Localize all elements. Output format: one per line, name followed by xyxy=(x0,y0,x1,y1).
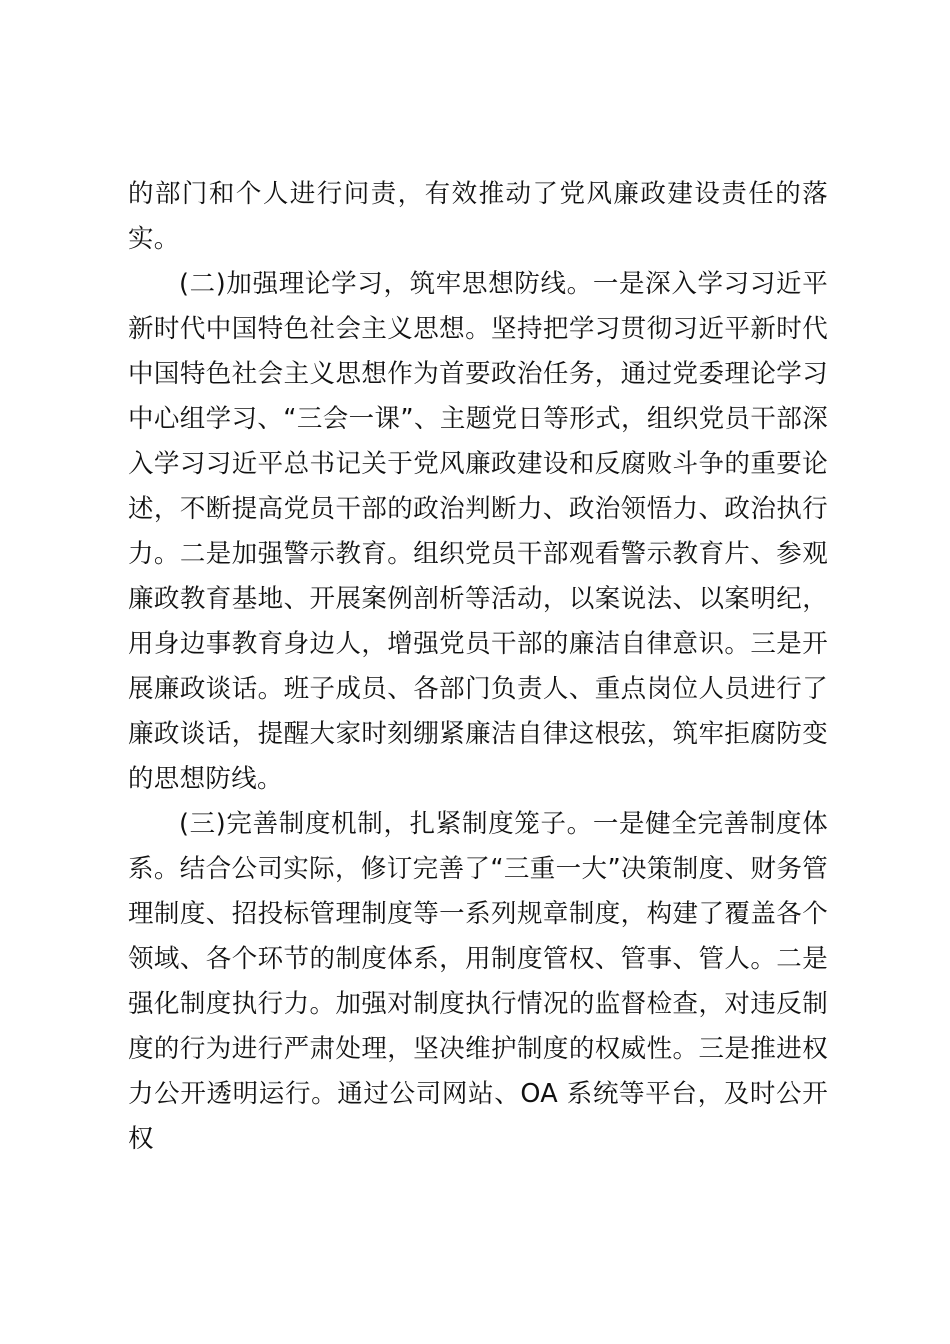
paragraph-system-mechanism: (三)完善制度机制，扎紧制度笼子。一是健全完善制度体系。结合公司实际，修订完善了“三重一大”决策制度、财务管理制度、招投标管理制度等一系列规章制度，构建了覆盖各个领域、各个环节的制度体系，用制度管权、管事、管人。二是强化制度执行力。加强对制度执行情况的监督检查，对违反制度的行为进行严肃处理，坚决维护制度的权威性。三是推进权力公开透明运行。通过公司网站、OA 系统等平台，及时公开权 xyxy=(128,809,828,1154)
document-body xyxy=(128,172,828,1162)
paragraph-theory-study: (二)加强理论学习，筑牢思想防线。一是深入学习习近平新时代中国特色社会主义思想。坚持把学习贯彻习近平新时代中国特色社会主义思想作为首要政治任务，通过党委理论学习中心组学习、“三会一课”、主题党日等形式，组织党员干部深入学习习近平总书记关于党风廉政建设和反腐败斗争的重要论述，不断提高党员干部的政治判断力、政治领悟力、政治执行力。二是加强警示教育。组织党员干部观看警示教育片、参观廉政教育基地、开展案例剖析等活动，以案说法、以案明纪，用身边事教育身边人，增强党员干部的廉洁自律意识。三是开展廉政谈话。班子成员、各部门负责人、重点岗位人员进行了廉政谈话，提醒大家时刻绷紧廉洁自律这根弦，筑牢拒腐防变的思想防线。 xyxy=(128,269,828,794)
paragraph-continuation: 的部门和个人进行问责，有效推动了党风廉政建设责任的落实。 xyxy=(128,179,828,254)
